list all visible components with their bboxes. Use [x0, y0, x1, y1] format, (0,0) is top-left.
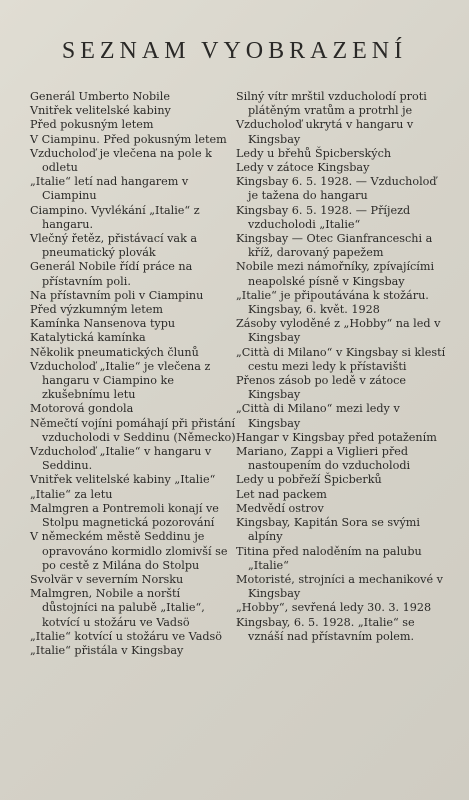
illustration-entry: Kamínka Nansenova typu [30, 317, 176, 331]
illustration-entry: Vzducholoď je vlečena na pole k odletu [30, 146, 212, 175]
illustration-entry: Kingsbay, Kapitán Sora se svými alpíny [236, 516, 420, 544]
illustration-entry: Před pokusným letem [30, 118, 154, 132]
illustration-entry: V německém městě Seddinu je opravováno kormidlo zlomivší se po cestě z Milána do Stolpu [30, 530, 228, 572]
illustration-entry: V Ciampinu. Před pokusným letem [30, 132, 227, 146]
illustration-entry: Medvědí ostrov [236, 501, 324, 515]
illustration-entry: Malmgren a Pontremoli konají ve Stolpu magnetická pozorování [30, 501, 219, 530]
illustration-entry: Před výzkumným letem [30, 303, 163, 317]
illustration-entry: Motorová gondola [30, 402, 134, 416]
illustration-entry: Vzducholoď „Italie“ je vlečena z hangaru v Ciampino ke zkušebnímu letu [30, 359, 211, 402]
illustration-entry: Katalytická kamínka [30, 331, 146, 345]
illustration-entry: „Italie“ kotvící u stožáru ve Vadsö [30, 629, 223, 643]
illustration-entry: Vnitřek velitelské kabiny [30, 104, 171, 118]
illustration-entry: Let nad packem [236, 487, 327, 501]
illustration-entry: Vzducholoď ukrytá v hangaru v Kingsbay [236, 118, 414, 146]
illustration-entry: Kingsbay 6. 5. 1928. — Vzducholoď je tažena do hangaru [236, 175, 437, 203]
illustration-entry: Mariano, Zappi a Viglieri před nastoupením do vzducholodi [236, 445, 411, 473]
illustration-entry: Ledy v zátoce Kingsbay [236, 161, 370, 175]
illustration-entry: Ledy u pobřeží Špicberků [236, 473, 382, 487]
illustration-entry: Ciampino. Vyvlékání „Italie“ z hangaru. [30, 203, 200, 231]
illustration-entry: Generál Umberto Nobile [30, 90, 170, 103]
left-column [30, 90, 238, 658]
illustration-entry: Přenos zásob po ledě v zátoce Kingsbay [236, 374, 407, 402]
illustration-entry: Němečtí vojíni pomáhají při přistání vzducholodi v Seddinu (Německo) [30, 416, 236, 444]
illustration-entry: „Città di Milano“ v Kingsbay si klestí cestu mezi ledy k přístavišti [236, 345, 446, 373]
illustration-entry: Zásoby vyloděné z „Hobby“ na led v Kingsbay [236, 317, 441, 345]
illustration-entry: Na přístavním poli v Ciampinu [30, 288, 204, 302]
illustration-entry: „Italie“ za letu [30, 487, 113, 501]
illustration-entry: Kingsbay, 6. 5. 1928. „Italie“ se vznáší nad přístavním polem. [236, 615, 415, 643]
illustration-entry: Kingsbay 6. 5. 1928. — Příjezd vzducholodi „Italie“ [236, 203, 411, 231]
illustration-entry: Ledy u břehů Špicberských [236, 146, 392, 160]
illustration-entry: Hangar v Kingsbay před potažením [236, 430, 437, 444]
right-column [236, 90, 446, 644]
illustration-entry: Vzducholoď „Italie“ v hangaru v Seddinu. [30, 445, 212, 473]
illustration-entry: Vlečný řetěz, přistávací vak a pneumatický plovák [30, 232, 198, 260]
illustration-entry: Generál Nobile řídí práce na přístavním poli. [30, 260, 193, 288]
illustration-entry: Vnitřek velitelské kabiny „Italie“ [30, 473, 216, 487]
illustration-entry: Svolvär v severním Norsku [30, 572, 184, 586]
illustration-entry: Malmgren, Nobile a norští důstojníci na palubě „Italie“, kotvící u stožáru ve Vadsö [30, 587, 205, 629]
illustration-entry: „Italie“ přistála v Kingsbay [30, 643, 184, 657]
illustration-entry: Nobile mezi námořníky, zpívajícími neapolské písně v Kingsbay [236, 260, 435, 288]
illustration-entry: Kingsbay — Otec Gianfranceschi a kříž, darovaný papežem [236, 232, 433, 260]
illustration-entry: Motoristé, strojníci a mechanikové v Kingsbay [236, 572, 444, 601]
illustration-entry: „Città di Milano“ mezi ledy v Kingsbay [236, 402, 400, 430]
illustration-entry: „Italie“ letí nad hangarem v Ciampinu [30, 175, 189, 203]
illustration-entry: „Hobby“, sevřená ledy 30. 3. 1928 [236, 601, 432, 615]
illustration-entry: Titina před naloděním na palubu „Italie“ [236, 544, 422, 572]
page-title: SEZNAM VYOBRAZENÍ [61, 38, 408, 64]
illustration-entry: Několik pneumatických člunů [30, 345, 199, 359]
illustration-entry: Silný vítr mrštil vzducholodí proti plátěným vratům a protrhl je [236, 90, 427, 118]
illustration-entry: „Italie“ je připoutávána k stožáru. Kingsbay, 6. květ. 1928 [236, 288, 429, 317]
